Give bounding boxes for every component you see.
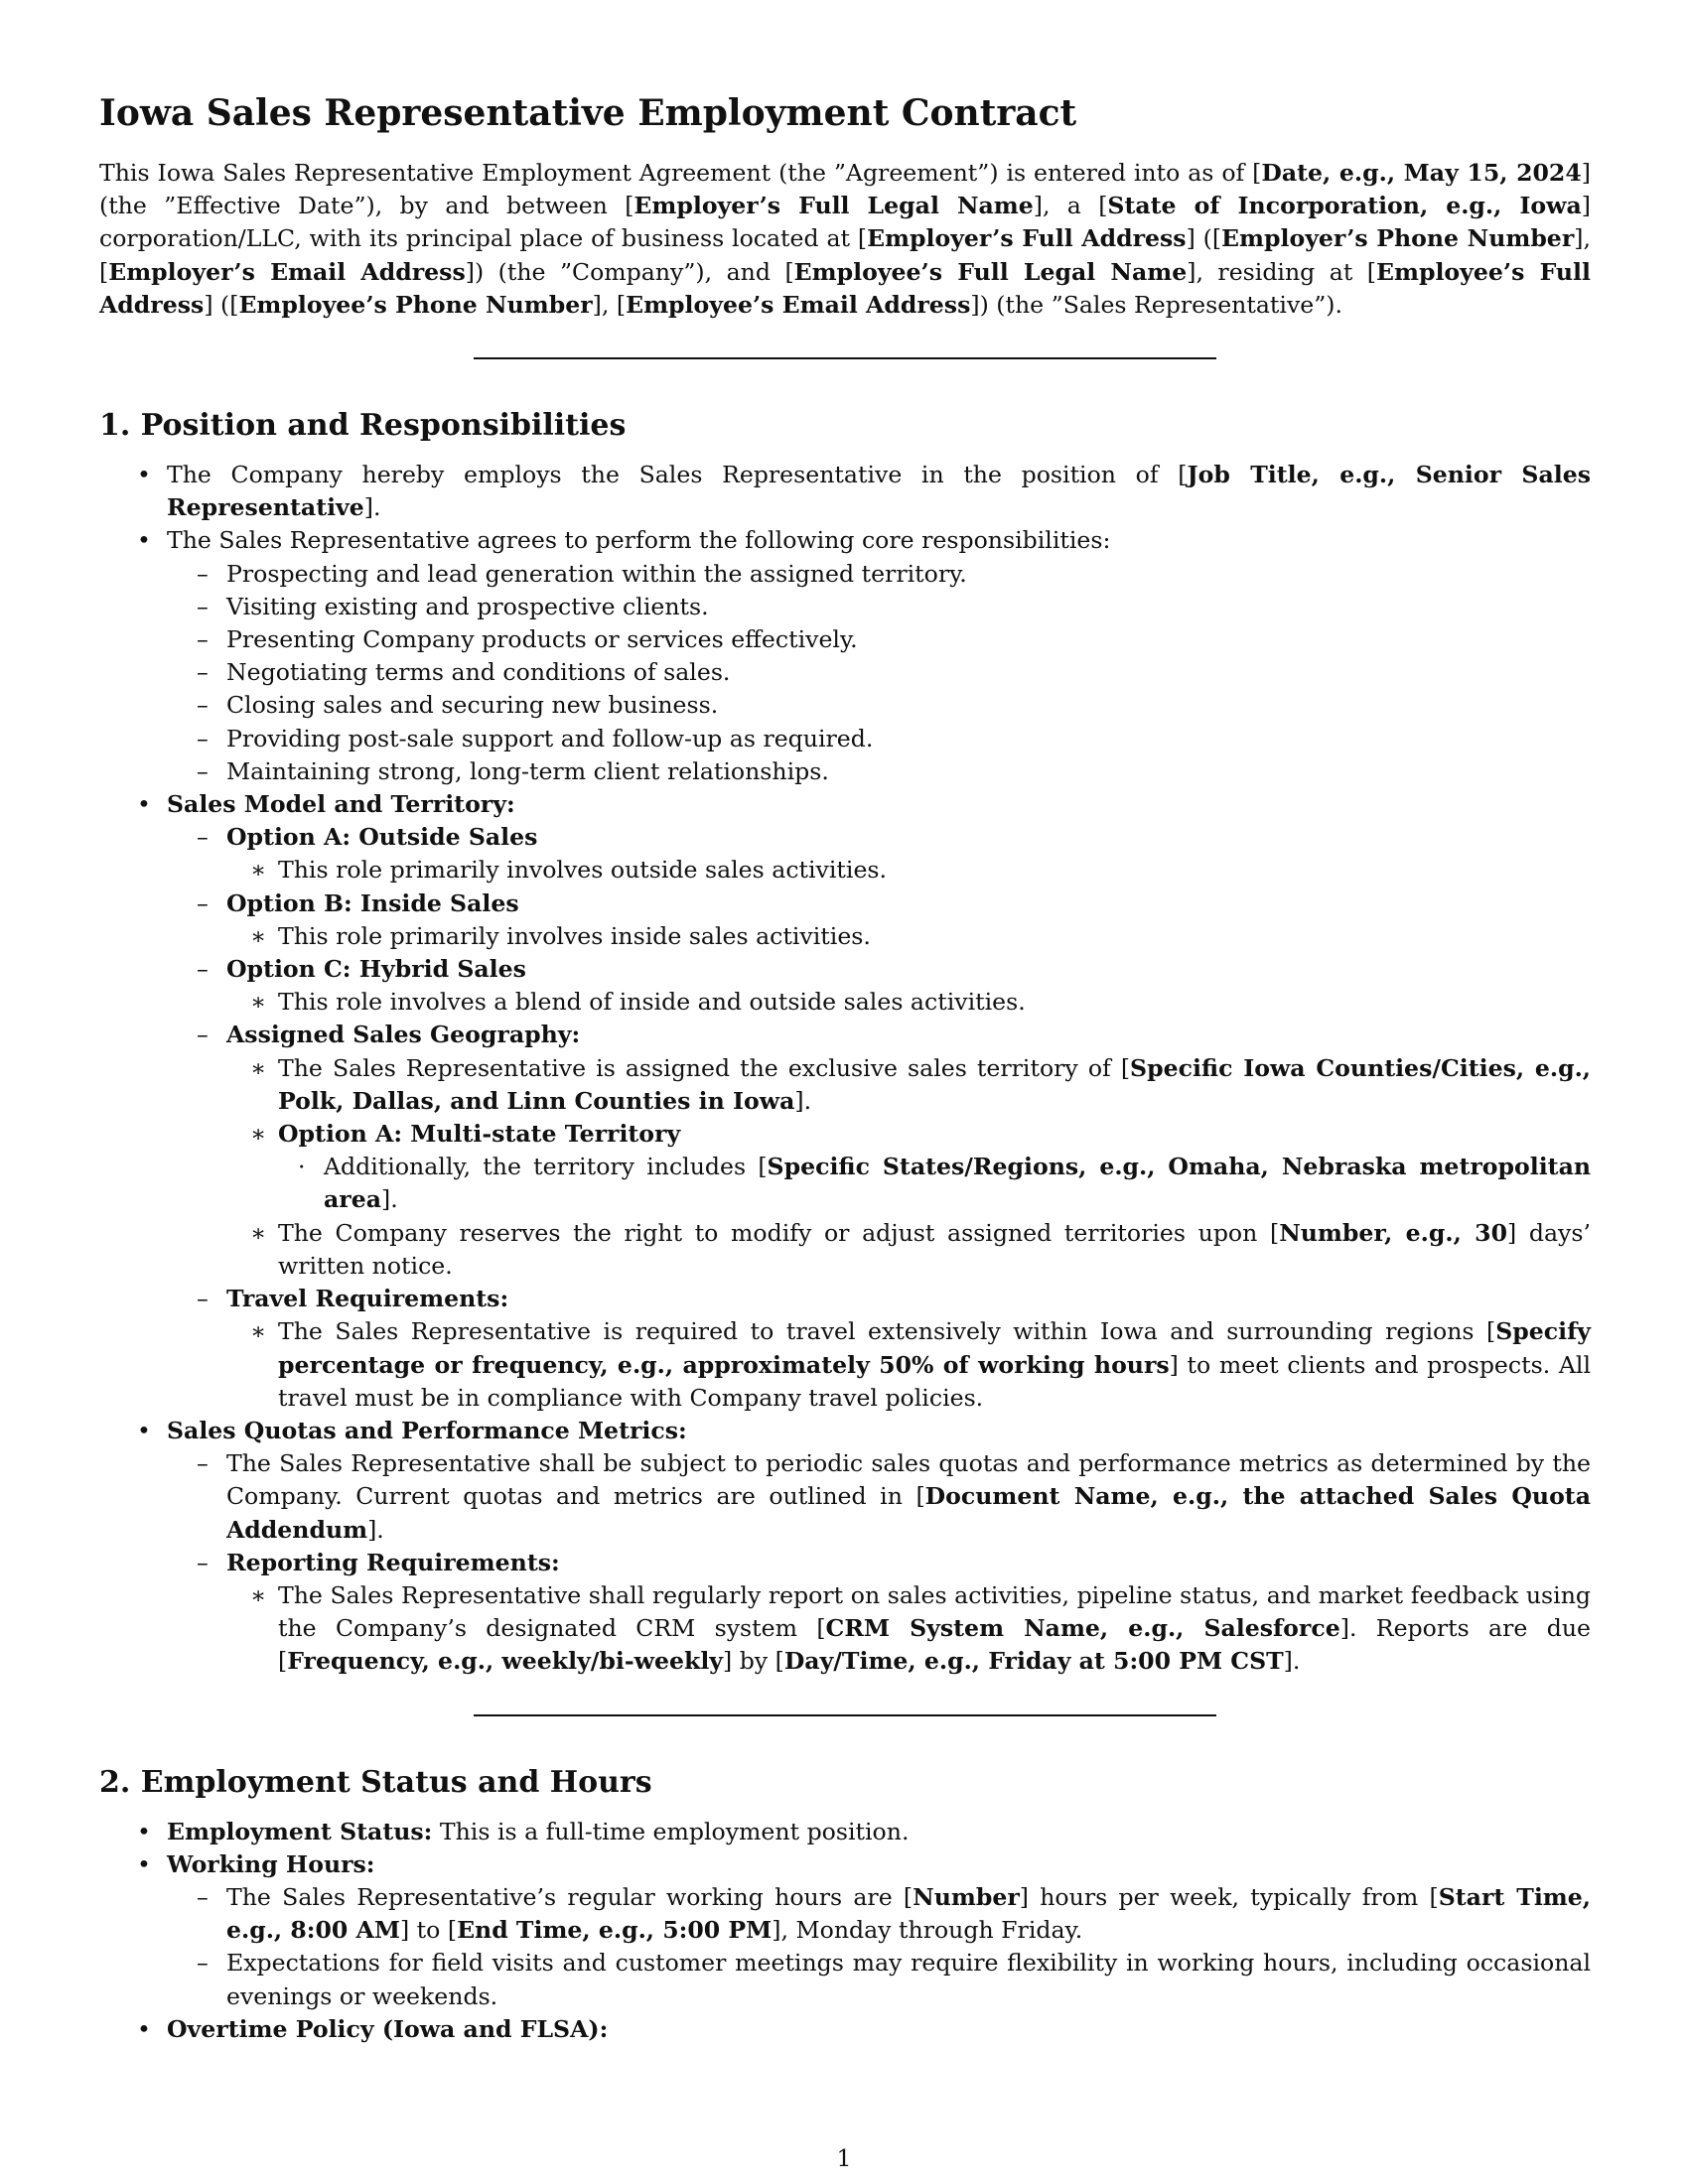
text-run: ]. <box>1283 1647 1301 1676</box>
text-run: Maintaining strong, long-term client relationships. <box>226 756 829 785</box>
bold-placeholder: Specific States/Regions, e.g., Omaha, Nebraska metropolitan area <box>324 1153 1592 1214</box>
text-run: ]. <box>794 1086 812 1115</box>
list-item-level-1 <box>99 524 1591 788</box>
sub-list <box>167 821 1591 1415</box>
list-item-text <box>167 461 1591 521</box>
section-1-list <box>99 459 1591 1679</box>
list-item-text <box>226 1021 580 1048</box>
bold-placeholder: Job Title, e.g., Senior Sales Representative <box>167 461 1591 522</box>
list-item-text <box>226 823 537 851</box>
list-item-text <box>167 1818 909 1845</box>
bullet-marker: • <box>137 1416 151 1444</box>
bullet-marker: – <box>197 1021 209 1049</box>
bullet-marker: ∗ <box>250 1317 267 1346</box>
bullet-marker: ∗ <box>250 1218 267 1247</box>
horizontal-rule <box>474 1714 1216 1716</box>
list-item-text <box>167 2015 608 2043</box>
bullet-marker: • <box>137 1849 151 1878</box>
list-item-level-1 <box>99 1415 1591 1679</box>
text-run: ]) (the ”Company”), and [ <box>465 257 794 286</box>
text-run: ] hours per week, typically from [ <box>1019 1882 1439 1911</box>
list-item-level-3 <box>226 1579 1591 1679</box>
bold-placeholder: Travel Requirements: <box>226 1285 509 1313</box>
bullet-marker: – <box>197 724 209 752</box>
text-run: ] days’ written notice. <box>278 1218 1591 1280</box>
text-run: Prospecting and lead generation within the assigned territory. <box>226 559 967 588</box>
text-run: ]. Reports are due [ <box>278 1614 1591 1676</box>
bold-placeholder: Specify percentage or frequency, e.g., approximately 50% of working hours <box>278 1317 1591 1379</box>
text-run: ], residing at [ <box>1187 257 1376 286</box>
list-item-level-2 <box>167 821 1591 887</box>
list-item-text <box>278 1317 1591 1411</box>
text-run: Presenting Company products or services effectively. <box>226 625 858 654</box>
list-item-text <box>226 658 730 686</box>
list-item-text <box>226 1449 1591 1543</box>
list-item-text <box>278 988 1026 1016</box>
bullet-marker: – <box>197 625 209 654</box>
list-item-text <box>278 1054 1591 1115</box>
text-run: ], [ <box>592 290 627 319</box>
bold-placeholder: Document Name, e.g., the attached Sales Quota Addendum <box>226 1482 1591 1544</box>
text-run: ] corporation/LLC, with its principal place of business located at [ <box>99 192 1591 253</box>
bold-placeholder: End Time, e.g., 5:00 PM <box>457 1916 773 1945</box>
list-item-level-1 <box>99 1848 1591 2013</box>
text-run: Expectations for field visits and customer meetings may require flexibility in working hours, including occasional evenings or weekends. <box>226 1949 1591 2010</box>
list-item-level-1 <box>99 1816 1591 1848</box>
bold-placeholder: Reporting Requirements: <box>226 1548 560 1576</box>
bold-placeholder: Day/Time, e.g., Friday at 5:00 PM CST <box>783 1647 1284 1676</box>
list-item-level-4 <box>278 1151 1591 1216</box>
text-run: ], a [ <box>1033 192 1108 220</box>
bullet-marker: • <box>137 461 151 489</box>
bullet-marker: – <box>197 691 209 720</box>
bullet-marker: · <box>298 1153 306 1181</box>
list-item-level-2 <box>167 656 1591 689</box>
bullet-marker: – <box>197 559 209 588</box>
text-run: ] to meet clients and prospects. All travel must be in compliance with Company travel policies. <box>278 1350 1591 1412</box>
list-item-level-1 <box>99 788 1591 1415</box>
text-run: ]. <box>367 1515 384 1544</box>
bold-placeholder: Assigned Sales Geography: <box>226 1021 581 1049</box>
bullet-marker: • <box>137 790 151 819</box>
list-item-level-3 <box>226 1217 1591 1283</box>
sub-list <box>278 1151 1591 1216</box>
list-item-text <box>324 1153 1591 1213</box>
bullet-marker: – <box>197 1949 209 1978</box>
intro-paragraph <box>99 157 1591 322</box>
sub-list <box>167 1881 1591 2013</box>
list-item-text <box>226 593 709 620</box>
list-item-level-2 <box>167 1947 1591 2012</box>
text-run: This role involves a blend of inside and outside sales activities. <box>278 988 1026 1017</box>
bold-placeholder: Date, e.g., May 15, 2024 <box>1261 159 1582 187</box>
list-item-level-3 <box>226 1118 1591 1217</box>
bullet-marker: – <box>197 1548 209 1576</box>
list-item-text <box>167 1417 687 1444</box>
bold-placeholder: Sales Quotas and Performance Metrics: <box>167 1416 687 1444</box>
bold-placeholder: Number <box>913 1882 1020 1911</box>
text-run: ]) (the ”Sales Representative”). <box>970 290 1343 319</box>
bullet-marker: ∗ <box>250 1120 267 1149</box>
bold-placeholder: Option B: Inside Sales <box>226 888 519 917</box>
bullet-marker: • <box>137 1817 151 1845</box>
list-item-text <box>278 922 871 950</box>
bullet-marker: ∗ <box>250 1580 267 1609</box>
list-item-text <box>226 625 858 653</box>
sub-list <box>167 1447 1591 1678</box>
bold-placeholder: Number, e.g., 30 <box>1279 1218 1508 1247</box>
list-item-text <box>226 1949 1591 2009</box>
list-item-level-2 <box>167 755 1591 788</box>
text-run: Negotiating terms and conditions of sales. <box>226 658 731 687</box>
list-item-level-3 <box>226 1315 1591 1415</box>
list-item-text <box>226 725 873 752</box>
list-item-level-2 <box>167 623 1591 656</box>
list-item-level-1 <box>99 2013 1591 2046</box>
bold-placeholder: Specific Iowa Counties/Cities, e.g., Polk, Dallas, and Linn Counties in Iowa <box>278 1053 1592 1115</box>
horizontal-rule <box>474 357 1216 359</box>
bold-placeholder: CRM System Name, e.g., Salesforce <box>825 1614 1340 1643</box>
list-item-level-3 <box>226 920 1591 953</box>
bold-placeholder: Sales Model and Territory: <box>167 790 515 819</box>
list-item-text <box>278 1219 1591 1280</box>
bold-placeholder: Option A: Multi-state Territory <box>278 1120 681 1149</box>
bullet-marker: ∗ <box>250 988 267 1017</box>
list-item-level-3 <box>226 854 1591 887</box>
section-2-list <box>99 1816 1591 2046</box>
text-run: The Sales Representative agrees to perform the following core responsibilities: <box>167 526 1111 555</box>
list-item-text <box>167 526 1110 554</box>
list-item-text <box>226 560 967 588</box>
text-run: The Sales Representative shall regularly report on sales activities, pipeline status, and market feedback using the Company’s designated CRM system [ <box>278 1580 1591 1643</box>
text-run: This role primarily involves inside sales activities. <box>278 921 871 950</box>
text-run: Additionally, the territory includes [ <box>324 1153 768 1181</box>
list-item-text <box>167 1850 375 1878</box>
text-run: ] ([ <box>1186 224 1222 253</box>
bold-placeholder: Working Hours: <box>167 1849 375 1878</box>
list-item-level-2 <box>167 953 1591 1019</box>
bold-placeholder: Employee’s Email Address <box>626 290 971 319</box>
page-number: 1 <box>836 2144 852 2172</box>
list-item-text <box>226 691 718 719</box>
text-run: This role primarily involves outside sales activities. <box>278 856 888 885</box>
bullet-marker: – <box>197 1285 209 1313</box>
list-item-text <box>226 1285 508 1312</box>
document-page <box>99 91 1591 2046</box>
bold-placeholder: Employer’s Email Address <box>108 257 466 286</box>
list-item-level-2 <box>167 1447 1591 1547</box>
bullet-marker: ∗ <box>250 1053 267 1082</box>
sub-list <box>226 1052 1591 1283</box>
text-run: Visiting existing and prospective clients. <box>226 592 709 620</box>
text-run: ], Monday through Friday. <box>772 1916 1083 1945</box>
bold-placeholder: Frequency, e.g., weekly/bi-weekly <box>287 1647 723 1676</box>
bold-placeholder: Employer’s Full Legal Name <box>633 192 1034 220</box>
text-run: ] (the ”Effective Date”), by and between [ <box>99 159 1591 220</box>
list-item-level-2 <box>167 887 1591 953</box>
bold-placeholder: Employment Status: <box>167 1817 433 1845</box>
list-item-text <box>167 790 515 818</box>
bold-placeholder: Employee’s Phone Number <box>238 290 593 319</box>
text-run: The Sales Representative is assigned the exclusive sales territory of [ <box>278 1053 1131 1082</box>
bold-placeholder: Employee’s Full Legal Name <box>793 257 1188 286</box>
sub-list <box>226 854 1591 887</box>
list-item-text <box>278 856 887 884</box>
text-run: ]. <box>381 1185 398 1214</box>
bullet-marker: – <box>197 658 209 687</box>
sub-list <box>226 1315 1591 1415</box>
list-item-level-2 <box>167 1019 1591 1283</box>
bullet-marker: – <box>197 1449 209 1478</box>
bullet-marker: • <box>137 2014 151 2043</box>
text-run: This Iowa Sales Representative Employment Agreement (the ”Agreement”) is entered into as of [ <box>99 159 1262 187</box>
text-run: ] by [ <box>723 1647 784 1676</box>
bold-placeholder: Start Time, e.g., 8:00 AM <box>226 1882 1591 1945</box>
bold-placeholder: State of Incorporation, e.g., Iowa <box>1107 192 1582 220</box>
list-item-level-2 <box>167 1547 1591 1679</box>
list-item-level-3 <box>226 1052 1591 1118</box>
list-item-level-2 <box>167 723 1591 755</box>
bold-placeholder: Employer’s Full Address <box>867 224 1187 253</box>
bold-placeholder: Employer’s Phone Number <box>1221 224 1575 253</box>
list-item-text <box>226 1549 560 1576</box>
list-item-text <box>226 889 519 917</box>
bullet-marker: – <box>197 888 209 917</box>
sub-list <box>226 986 1591 1019</box>
list-item-text <box>226 955 526 983</box>
section-heading-1: 1. Position and Responsibilities <box>99 408 627 444</box>
text-run: The Company reserves the right to modify or adjust assigned territories upon [ <box>278 1218 1280 1247</box>
text-run: The Company hereby employs the Sales Representative in the position of [ <box>167 461 1188 489</box>
list-item-level-2 <box>167 1881 1591 1947</box>
list-item-level-2 <box>167 591 1591 623</box>
bullet-marker: ∗ <box>250 856 267 885</box>
text-run: The Sales Representative shall be subject to periodic sales quotas and performance metrics as determined by the Company. Current quotas and metrics are outlined in [ <box>226 1449 1591 1511</box>
text-run: Closing sales and securing new business. <box>226 691 719 720</box>
list-item-level-1 <box>99 459 1591 524</box>
list-item-level-2 <box>167 689 1591 722</box>
bold-placeholder: Overtime Policy (Iowa and FLSA): <box>167 2014 609 2043</box>
bullet-marker: ∗ <box>250 921 267 950</box>
bullet-marker: • <box>137 526 151 555</box>
text-run: The Sales Representative is required to travel extensively within Iowa and surrounding regions [ <box>278 1317 1496 1346</box>
list-item-text <box>226 757 829 785</box>
sub-list <box>226 1579 1591 1679</box>
section-heading-2: 2. Employment Status and Hours <box>99 1764 652 1800</box>
text-run: ] ([ <box>204 290 239 319</box>
text-run: Providing post-sale support and follow-up as required. <box>226 724 874 752</box>
text-run: ], [ <box>99 224 1591 286</box>
list-item-text <box>278 1581 1591 1675</box>
list-item-level-2 <box>167 1283 1591 1415</box>
bold-placeholder: Employee’s Full Address <box>99 257 1591 319</box>
bullet-marker: – <box>197 756 209 785</box>
list-item-text <box>226 1883 1591 1944</box>
text-run: This is a full-time employment position. <box>432 1817 910 1845</box>
list-item-text <box>278 1120 680 1148</box>
bullet-marker: – <box>197 955 209 984</box>
text-run: ]. <box>363 493 381 522</box>
bullet-marker: – <box>197 592 209 620</box>
bold-placeholder: Option A: Outside Sales <box>226 823 538 852</box>
sub-list <box>226 920 1591 953</box>
sub-list <box>167 558 1591 788</box>
bold-placeholder: Option C: Hybrid Sales <box>226 955 526 984</box>
bullet-marker: – <box>197 1882 209 1911</box>
text-run: The Sales Representative’s regular working hours are [ <box>226 1882 914 1911</box>
text-run: ] to [ <box>399 1916 458 1945</box>
list-item-level-2 <box>167 558 1591 591</box>
bullet-marker: – <box>197 823 209 852</box>
list-item-level-3 <box>226 986 1591 1019</box>
document-title: Iowa Sales Representative Employment Contract <box>99 92 1077 134</box>
